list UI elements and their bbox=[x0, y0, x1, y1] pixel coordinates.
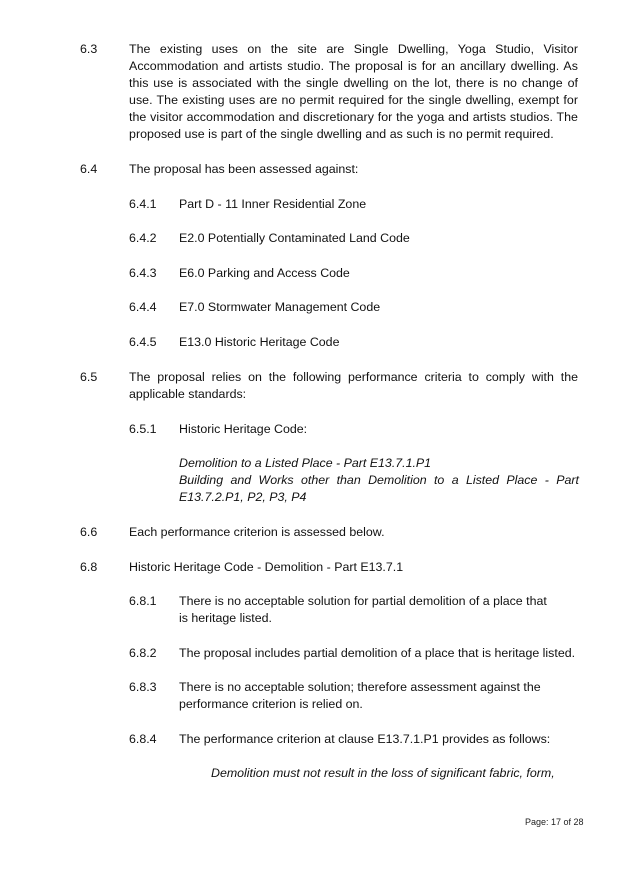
section-number: 6.4 bbox=[80, 162, 98, 176]
section-6-5 bbox=[80, 369, 578, 403]
item-number: 6.4.1 bbox=[129, 197, 157, 211]
list-item bbox=[129, 645, 578, 662]
item-text: There is no acceptable solution for partial demolition of a place that is heritage listed. bbox=[179, 594, 547, 625]
section-number: 6.5 bbox=[80, 370, 98, 384]
list-item bbox=[129, 731, 578, 748]
item-number: 6.4.3 bbox=[129, 266, 157, 280]
list-item bbox=[129, 299, 578, 316]
list-item bbox=[129, 679, 578, 713]
item-number: 6.8.3 bbox=[129, 680, 157, 694]
quote-text bbox=[211, 765, 591, 782]
item-text: E7.0 Stormwater Management Code bbox=[179, 300, 381, 314]
section-number: 6.3 bbox=[80, 42, 98, 56]
item-number: 6.5.1 bbox=[129, 422, 157, 436]
item-number: 6.4.5 bbox=[129, 335, 157, 349]
item-text: The performance criterion at clause E13.7.1.P1 provides as follows: bbox=[179, 732, 551, 746]
section-number: 6.8 bbox=[80, 560, 98, 574]
section-text: The proposal relies on the following performance criteria to comply with the applicable standards: bbox=[129, 370, 578, 401]
item-text: E2.0 Potentially Contaminated Land Code bbox=[179, 231, 410, 245]
section-6-3 bbox=[80, 41, 578, 143]
section-6-8 bbox=[80, 559, 578, 576]
list-item bbox=[129, 230, 578, 247]
reference-line: Building and Works other than Demolition to a Listed Place - Part E13.7.2.P1, P2, P3, P4 bbox=[179, 473, 579, 504]
section-text: Each performance criterion is assessed below. bbox=[129, 525, 385, 539]
list-item bbox=[129, 593, 578, 627]
section-text: The existing uses on the site are Single Dwelling, Yoga Studio, Visitor Accommodation and artists studio. The proposal is for an ancillary dwelling. As this use is associated with the single dwelling on the lot, there is no change of use. The existing uses are no permit required for the single dwelling, exempt for the visitor accommodation and discretionary for the yoga and artists studios. The proposed use is part of the single dwelling and as such is no permit required. bbox=[129, 42, 578, 141]
item-text: E13.0 Historic Heritage Code bbox=[179, 335, 340, 349]
list-item bbox=[129, 196, 578, 213]
item-text: The proposal includes partial demolition of a place that is heritage listed. bbox=[179, 646, 576, 660]
list-item bbox=[129, 265, 578, 282]
item-number: 6.4.2 bbox=[129, 231, 157, 245]
item-number: 6.8.4 bbox=[129, 732, 157, 746]
page-number: Page: 17 of 28 bbox=[525, 817, 584, 827]
quote-line: Demolition must not result in the loss of significant fabric, form, bbox=[211, 766, 555, 780]
item-text: Historic Heritage Code: bbox=[179, 422, 308, 436]
item-text: E6.0 Parking and Access Code bbox=[179, 266, 350, 280]
section-text: The proposal has been assessed against: bbox=[129, 162, 359, 176]
reference-line: Demolition to a Listed Place - Part E13.7.1.P1 bbox=[179, 456, 432, 470]
section-6-4 bbox=[80, 161, 578, 178]
item-number: 6.8.2 bbox=[129, 646, 157, 660]
item-text: There is no acceptable solution; therefore assessment against the performance criterion is relied on. bbox=[179, 680, 541, 711]
section-6-6 bbox=[80, 524, 578, 541]
item-text: Part D - 11 Inner Residential Zone bbox=[179, 197, 367, 211]
item-number: 6.8.1 bbox=[129, 594, 157, 608]
list-item bbox=[129, 334, 578, 351]
italic-reference bbox=[179, 455, 579, 506]
section-text: Historic Heritage Code - Demolition - Part E13.7.1 bbox=[129, 560, 404, 574]
section-number: 6.6 bbox=[80, 525, 98, 539]
item-number: 6.4.4 bbox=[129, 300, 157, 314]
list-item bbox=[129, 421, 578, 438]
